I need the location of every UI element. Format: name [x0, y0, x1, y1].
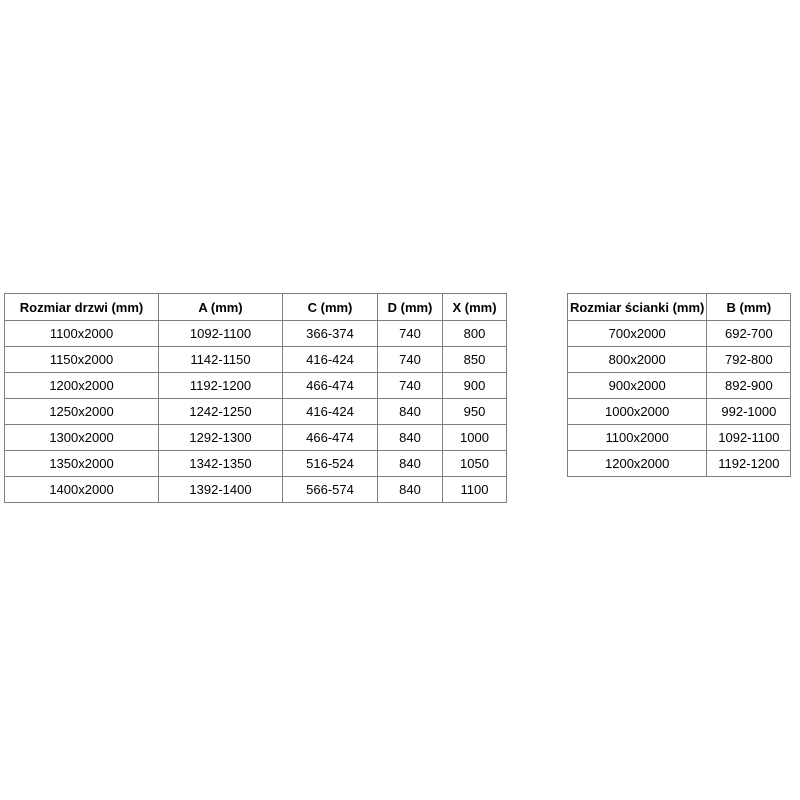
header-row	[568, 294, 791, 321]
table-cell: 950	[443, 399, 507, 425]
table-cell: 1100	[443, 477, 507, 503]
table-row	[5, 451, 507, 477]
table-cell: 850	[443, 347, 507, 373]
table-cell: 1200x2000	[568, 451, 707, 477]
table-cell: 1100x2000	[5, 321, 159, 347]
table-row	[568, 373, 791, 399]
table-cell: 892-900	[707, 373, 791, 399]
table-cell: 1192-1200	[707, 451, 791, 477]
table-cell: 466-474	[283, 425, 378, 451]
table-cell: 840	[378, 477, 443, 503]
table-cell: 800x2000	[568, 347, 707, 373]
table-cell: 800	[443, 321, 507, 347]
table-cell: 1392-1400	[159, 477, 283, 503]
column-header: A (mm)	[159, 294, 283, 321]
table-cell: 1300x2000	[5, 425, 159, 451]
column-header: Rozmiar ścianki (mm)	[568, 294, 707, 321]
table-cell: 1000x2000	[568, 399, 707, 425]
table-cell: 840	[378, 425, 443, 451]
table-cell: 692-700	[707, 321, 791, 347]
column-header: B (mm)	[707, 294, 791, 321]
table-row	[568, 347, 791, 373]
table-cell: 1142-1150	[159, 347, 283, 373]
table-cell: 366-374	[283, 321, 378, 347]
table-cell: 1350x2000	[5, 451, 159, 477]
table-row	[5, 321, 507, 347]
table-cell: 740	[378, 373, 443, 399]
table-cell: 1292-1300	[159, 425, 283, 451]
table-cell: 1192-1200	[159, 373, 283, 399]
table-cell: 1092-1100	[159, 321, 283, 347]
table-cell: 1100x2000	[568, 425, 707, 451]
table-cell: 740	[378, 347, 443, 373]
table-row	[5, 399, 507, 425]
table-row	[5, 373, 507, 399]
column-header: D (mm)	[378, 294, 443, 321]
table-cell: 1092-1100	[707, 425, 791, 451]
table-cell: 516-524	[283, 451, 378, 477]
table-cell: 992-1000	[707, 399, 791, 425]
table-cell: 416-424	[283, 399, 378, 425]
table-cell: 1150x2000	[5, 347, 159, 373]
column-header: C (mm)	[283, 294, 378, 321]
header-row	[5, 294, 507, 321]
table-cell: 900x2000	[568, 373, 707, 399]
table-cell: 466-474	[283, 373, 378, 399]
column-header: X (mm)	[443, 294, 507, 321]
table-cell: 1250x2000	[5, 399, 159, 425]
table-cell: 840	[378, 451, 443, 477]
table-cell: 840	[378, 399, 443, 425]
table-cell: 1000	[443, 425, 507, 451]
table-row	[568, 451, 791, 477]
table-row	[568, 425, 791, 451]
table-row	[5, 477, 507, 503]
table-cell: 792-800	[707, 347, 791, 373]
door-sizes-table	[4, 293, 507, 503]
table-cell: 740	[378, 321, 443, 347]
table-cell: 1342-1350	[159, 451, 283, 477]
table-row	[5, 347, 507, 373]
table-cell: 1200x2000	[5, 373, 159, 399]
table-cell: 1400x2000	[5, 477, 159, 503]
table-cell: 1050	[443, 451, 507, 477]
table-row	[568, 399, 791, 425]
column-header: Rozmiar drzwi (mm)	[5, 294, 159, 321]
table-cell: 700x2000	[568, 321, 707, 347]
table-cell: 900	[443, 373, 507, 399]
table-cell: 1242-1250	[159, 399, 283, 425]
table-cell: 416-424	[283, 347, 378, 373]
table-row	[568, 321, 791, 347]
table-row	[5, 425, 507, 451]
table-cell: 566-574	[283, 477, 378, 503]
wall-sizes-table	[567, 293, 791, 477]
